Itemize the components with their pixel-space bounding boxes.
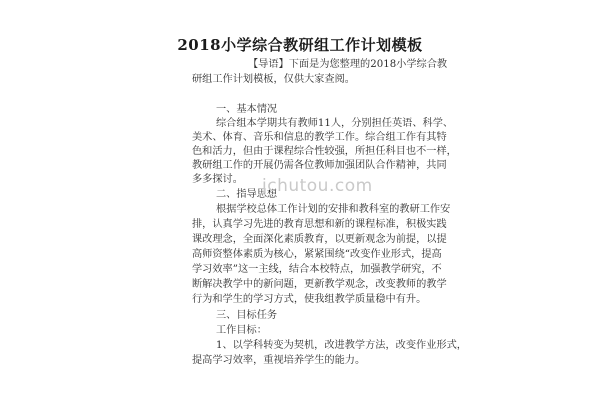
paragraph-line: 课改理念，全面深化素质教育，以更新观念为前提，以提 xyxy=(192,234,447,245)
paragraph-line: 综合组本学期共有教师11人，分别担任英语、科学、 xyxy=(216,118,454,129)
paragraph-line: 学习效率”这一主线，结合本校特点，加强教学研究，不 xyxy=(192,264,442,275)
section-heading-guidance: 二、指导思想 xyxy=(216,189,278,200)
paragraph-line: 美术、体育、音乐和信息的教学工作。综合组工作有其特 xyxy=(192,132,447,143)
paragraph-line: 1、以学科转变为契机，改进教学方法，改变作业形式， xyxy=(216,340,467,351)
intro-line-1: 【导语】下面是为您整理的2018小学综合教 xyxy=(248,59,448,70)
paragraph-line: 教研组工作的开展仍需各位教师加强团队合作精神，共同 xyxy=(192,160,447,171)
paragraph-line: 高师资整体素质为核心，紧紧围绕“改变作业形式，提高 xyxy=(192,249,442,260)
paragraph-line: 根据学校总体工作计划的安排和教科室的教研工作安 xyxy=(216,204,451,215)
document-title: 2018小学综合教研组工作计划模板 xyxy=(177,36,423,54)
section-heading-basic: 一、基本情况 xyxy=(216,104,278,115)
site-watermark: jchutou.com xyxy=(262,176,373,196)
paragraph-line: 行为和学生的学习方式，使我组教学质量稳中有升。 xyxy=(192,294,427,305)
paragraph-line: 色和活力，但由于课程综合性较强，所担任科目也不一样， xyxy=(192,146,457,157)
paragraph-line: 工作目标： xyxy=(216,325,267,336)
intro-line-2: 研组工作计划模板，仅供大家查阅。 xyxy=(192,74,355,85)
section-heading-goals: 三、目标任务 xyxy=(216,310,278,321)
paragraph-line: 多多探讨。 xyxy=(192,174,243,185)
paragraph-line: 排，认真学习先进的教育思想和新的课程标准，积极实践 xyxy=(192,219,447,230)
paragraph-line: 断解决教学中的新问题，更新教学观念，改变教师的教学 xyxy=(192,279,447,290)
paragraph-line: 提高学习效率，重视培养学生的能力。 xyxy=(192,355,366,366)
